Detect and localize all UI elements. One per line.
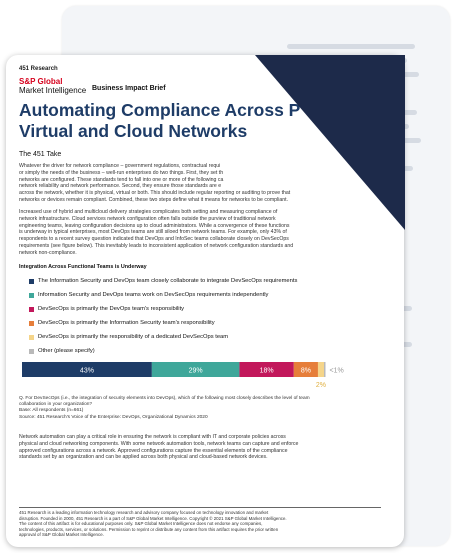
paragraph-line: engineering teams, leaving configuration decisions up to cloud administrators. While a convergence of these functions	[19, 222, 290, 229]
section-heading: The 451 Take	[19, 151, 62, 158]
question-line: collaboration in your organization?	[19, 402, 93, 408]
question-line: Q. For DevSecOps (i.e., the integration of security elements into DevOps), which of the following most closely describes the level of team	[19, 396, 310, 401]
logo-line-1: S&P Global	[19, 77, 63, 86]
legend-item	[29, 278, 297, 285]
bar-segment	[324, 362, 326, 377]
disclaimer-line: disruption. Founded in 2000, 451 Research is a part of S&P Global Market Intelligence. Copyright © 2021 S&P Global Market Intelligence.	[19, 515, 287, 521]
legend-item	[29, 306, 184, 313]
legend-swatch	[29, 279, 34, 284]
bar-value-label: 29%	[188, 367, 203, 375]
bar-value-label: 8%	[300, 367, 311, 375]
paragraph-line: across the network, whether it is physical, virtual or both. This should include regular reporting or auditing to prove that	[19, 190, 291, 197]
disclaimer-line: technologies, products, services, or solutions. Permission to reprint or distribute any content from this artifact requires the prior written	[19, 526, 279, 532]
folded-corner-graphic	[255, 55, 405, 230]
legend-swatch	[29, 307, 34, 312]
paragraph-line: network non-compliance.	[19, 249, 77, 256]
disclaimer-line: The content of this artifact is for educational purposes only. S&P Global Market Intelligence does not endorse any companies,	[19, 521, 263, 527]
legend-swatch	[29, 349, 34, 354]
legend-swatch	[29, 321, 34, 326]
paragraph-line: or simply the needs of the business – well-run enterprises do two things. First, they set th	[19, 169, 224, 176]
paragraph-line: standards set by an organization and can be applied across both physical and cloud-based network devices.	[19, 454, 268, 461]
legend-swatch	[29, 293, 34, 298]
logo-line-2: Market Intelligence	[19, 86, 87, 95]
chart-title: Integration Across Functional Teams is Underway	[19, 264, 147, 270]
legend-item	[29, 320, 215, 327]
chart-notes	[19, 396, 379, 421]
paragraph-line: networks or devices remain compliant. Combined, these two steps define what it means for networks to be compliant.	[19, 196, 289, 203]
bar-segment	[318, 362, 324, 377]
paragraph-line: is underway in typical enterprises, most DevOps teams are still siloed from network teams. For example, only 43% of	[19, 229, 287, 236]
survey-question	[19, 396, 379, 408]
legend-item	[29, 334, 228, 341]
legend-label: DevSecOps is primarily the Information Security team's responsibility	[38, 320, 215, 326]
stacked-bar-chart	[22, 362, 342, 392]
legend-label: The Information Security and DevOps team closely collaborate to integrate DevSecOps requirements	[38, 278, 298, 284]
legend-item	[29, 348, 95, 355]
bar-value-label: 43%	[79, 367, 94, 375]
paragraph-line: requirements (see figure below). This inevitably leads to inconsistent application of network configuration standards and	[19, 242, 294, 249]
legend-item	[29, 292, 268, 299]
paragraph-line: network reliability and network performance. Second, they ensure those standards are e	[19, 183, 222, 190]
footer-divider	[19, 507, 381, 508]
document-type: Business Impact Brief	[92, 85, 166, 92]
legend-label: DevSecOps is primarily the responsibility of a dedicated DevSecOps team	[38, 334, 229, 340]
org-name: 451 Research	[19, 66, 58, 72]
bar-value-label: 2%	[315, 382, 327, 389]
legend-label: DevSecOps is primarily the DevOps team's responsibility	[38, 306, 185, 312]
paragraph-line: Network automation can play a critical role in ensuring the network is compliant with IT and corporate policies across	[19, 434, 286, 440]
legend-swatch	[29, 335, 34, 340]
paragraph-line: approved configurations across a network. Approved configurations capture the essential elements of the compliance	[19, 447, 288, 454]
paragraph-line: networks are configured. These standards tend to fall into one or more of the following ca	[19, 176, 224, 183]
legend-label: Information Security and DevOps teams work on DevSecOps requirements independently	[38, 292, 269, 298]
disclaimer-line: approval of S&P Global Market Intelligence.	[19, 532, 104, 538]
survey-source: Source: 451 Research's Voice of the Enterprise: DevOps, Organizational Dynamics 2020	[19, 414, 208, 420]
paragraph-3	[19, 434, 379, 461]
disclaimer-line: 451 Research is a leading information technology research and advisory company focused on technology innovation and market	[19, 510, 269, 515]
bar-value-label: <1%	[329, 367, 344, 375]
paragraph-line: Whatever the driver for network compliance – government regulations, contractual requi	[19, 163, 221, 169]
sp-global-logo	[19, 77, 86, 95]
survey-base: Base: All respondents (n=661)	[19, 408, 84, 414]
paragraph-line: physical and cloud networking components. With some network automation tools, network teams can capture and enforce	[19, 440, 299, 447]
bar-value-label: 18%	[259, 367, 274, 375]
paragraph-line: respondents to a recent survey question indicated that DevOps and InfoSec teams collaborate closely on DevSecOps	[19, 236, 289, 243]
paragraph-line: network infrastructure. Cloud services network configuration often falls outside the purview of traditional network	[19, 215, 276, 222]
title-line-1: Automating Compliance Across P	[19, 100, 301, 120]
footer-disclaimer	[19, 510, 385, 538]
legend-label: Other (please specify)	[38, 348, 95, 354]
paragraph-line: Increased use of hybrid and multicloud delivery strategies complicates both setting and measuring compliance of	[19, 209, 278, 215]
corner-triangle	[255, 55, 405, 230]
placeholder-line	[287, 44, 415, 49]
title-line-2: Virtual and Cloud Networks	[19, 121, 248, 141]
